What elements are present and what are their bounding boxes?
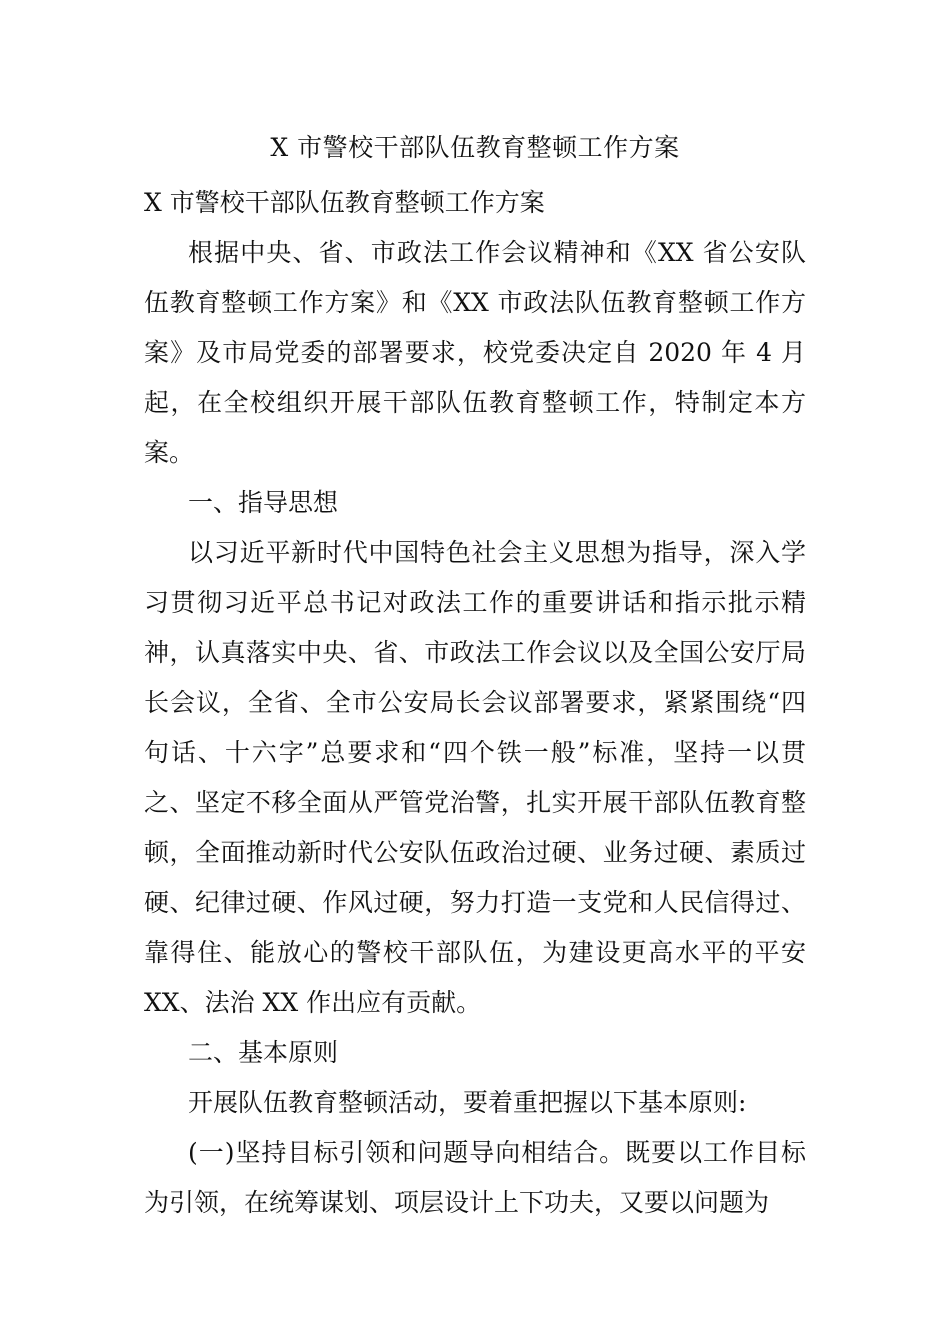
document-body <box>144 178 806 1228</box>
intro-paragraph: 根据中央、省、市政法工作会议精神和《XX 省公安队伍教育整顿工作方案》和《XX 市政法队伍教育整顿工作方案》及市局党委的部署要求，校党委决定自 2020 年 4 月起，在全校组织开展干部队伍教育整顿工作，特制定本方案。 <box>144 238 806 467</box>
document-title: X 市警校干部队伍教育整顿工作方案 <box>270 133 680 162</box>
guiding-ideology-paragraph: 以习近平新时代中国特色社会主义思想为指导，深入学习贯彻习近平总书记对政法工作的重要讲话和指示批示精神，认真落实中央、省、市政法工作会议以及全国公安厅局长会议，全省、全市公安局长会议部署要求，紧紧围绕“四句话、十六字”总要求和“四个铁一般”标准，坚持一以贯之、坚定不移全面从严管党治警，扎实开展干部队伍教育整顿，全面推动新时代公安队伍政治过硬、业务过硬、素质过硬、纪律过硬、作风过硬，努力打造一支党和人民信得过、靠得住、能放心的警校干部队伍，为建设更高水平的平安 XX、法治 XX 作出应有贡献。 <box>144 538 806 1017</box>
principle-one-paragraph: (一)坚持目标引领和问题导向相结合。既要以工作目标为引领，在统筹谋划、项层设计上下功夫，又要以问题为 <box>144 1138 806 1217</box>
basic-principles-intro: 开展队伍教育整顿活动，要着重把握以下基本原则: <box>188 1088 747 1117</box>
section-heading-basic-principles: 二、基本原则 <box>188 1038 339 1067</box>
section-heading-guiding-ideology: 一、指导思想 <box>188 488 339 517</box>
document-subtitle: X 市警校干部队伍教育整顿工作方案 <box>144 188 545 217</box>
